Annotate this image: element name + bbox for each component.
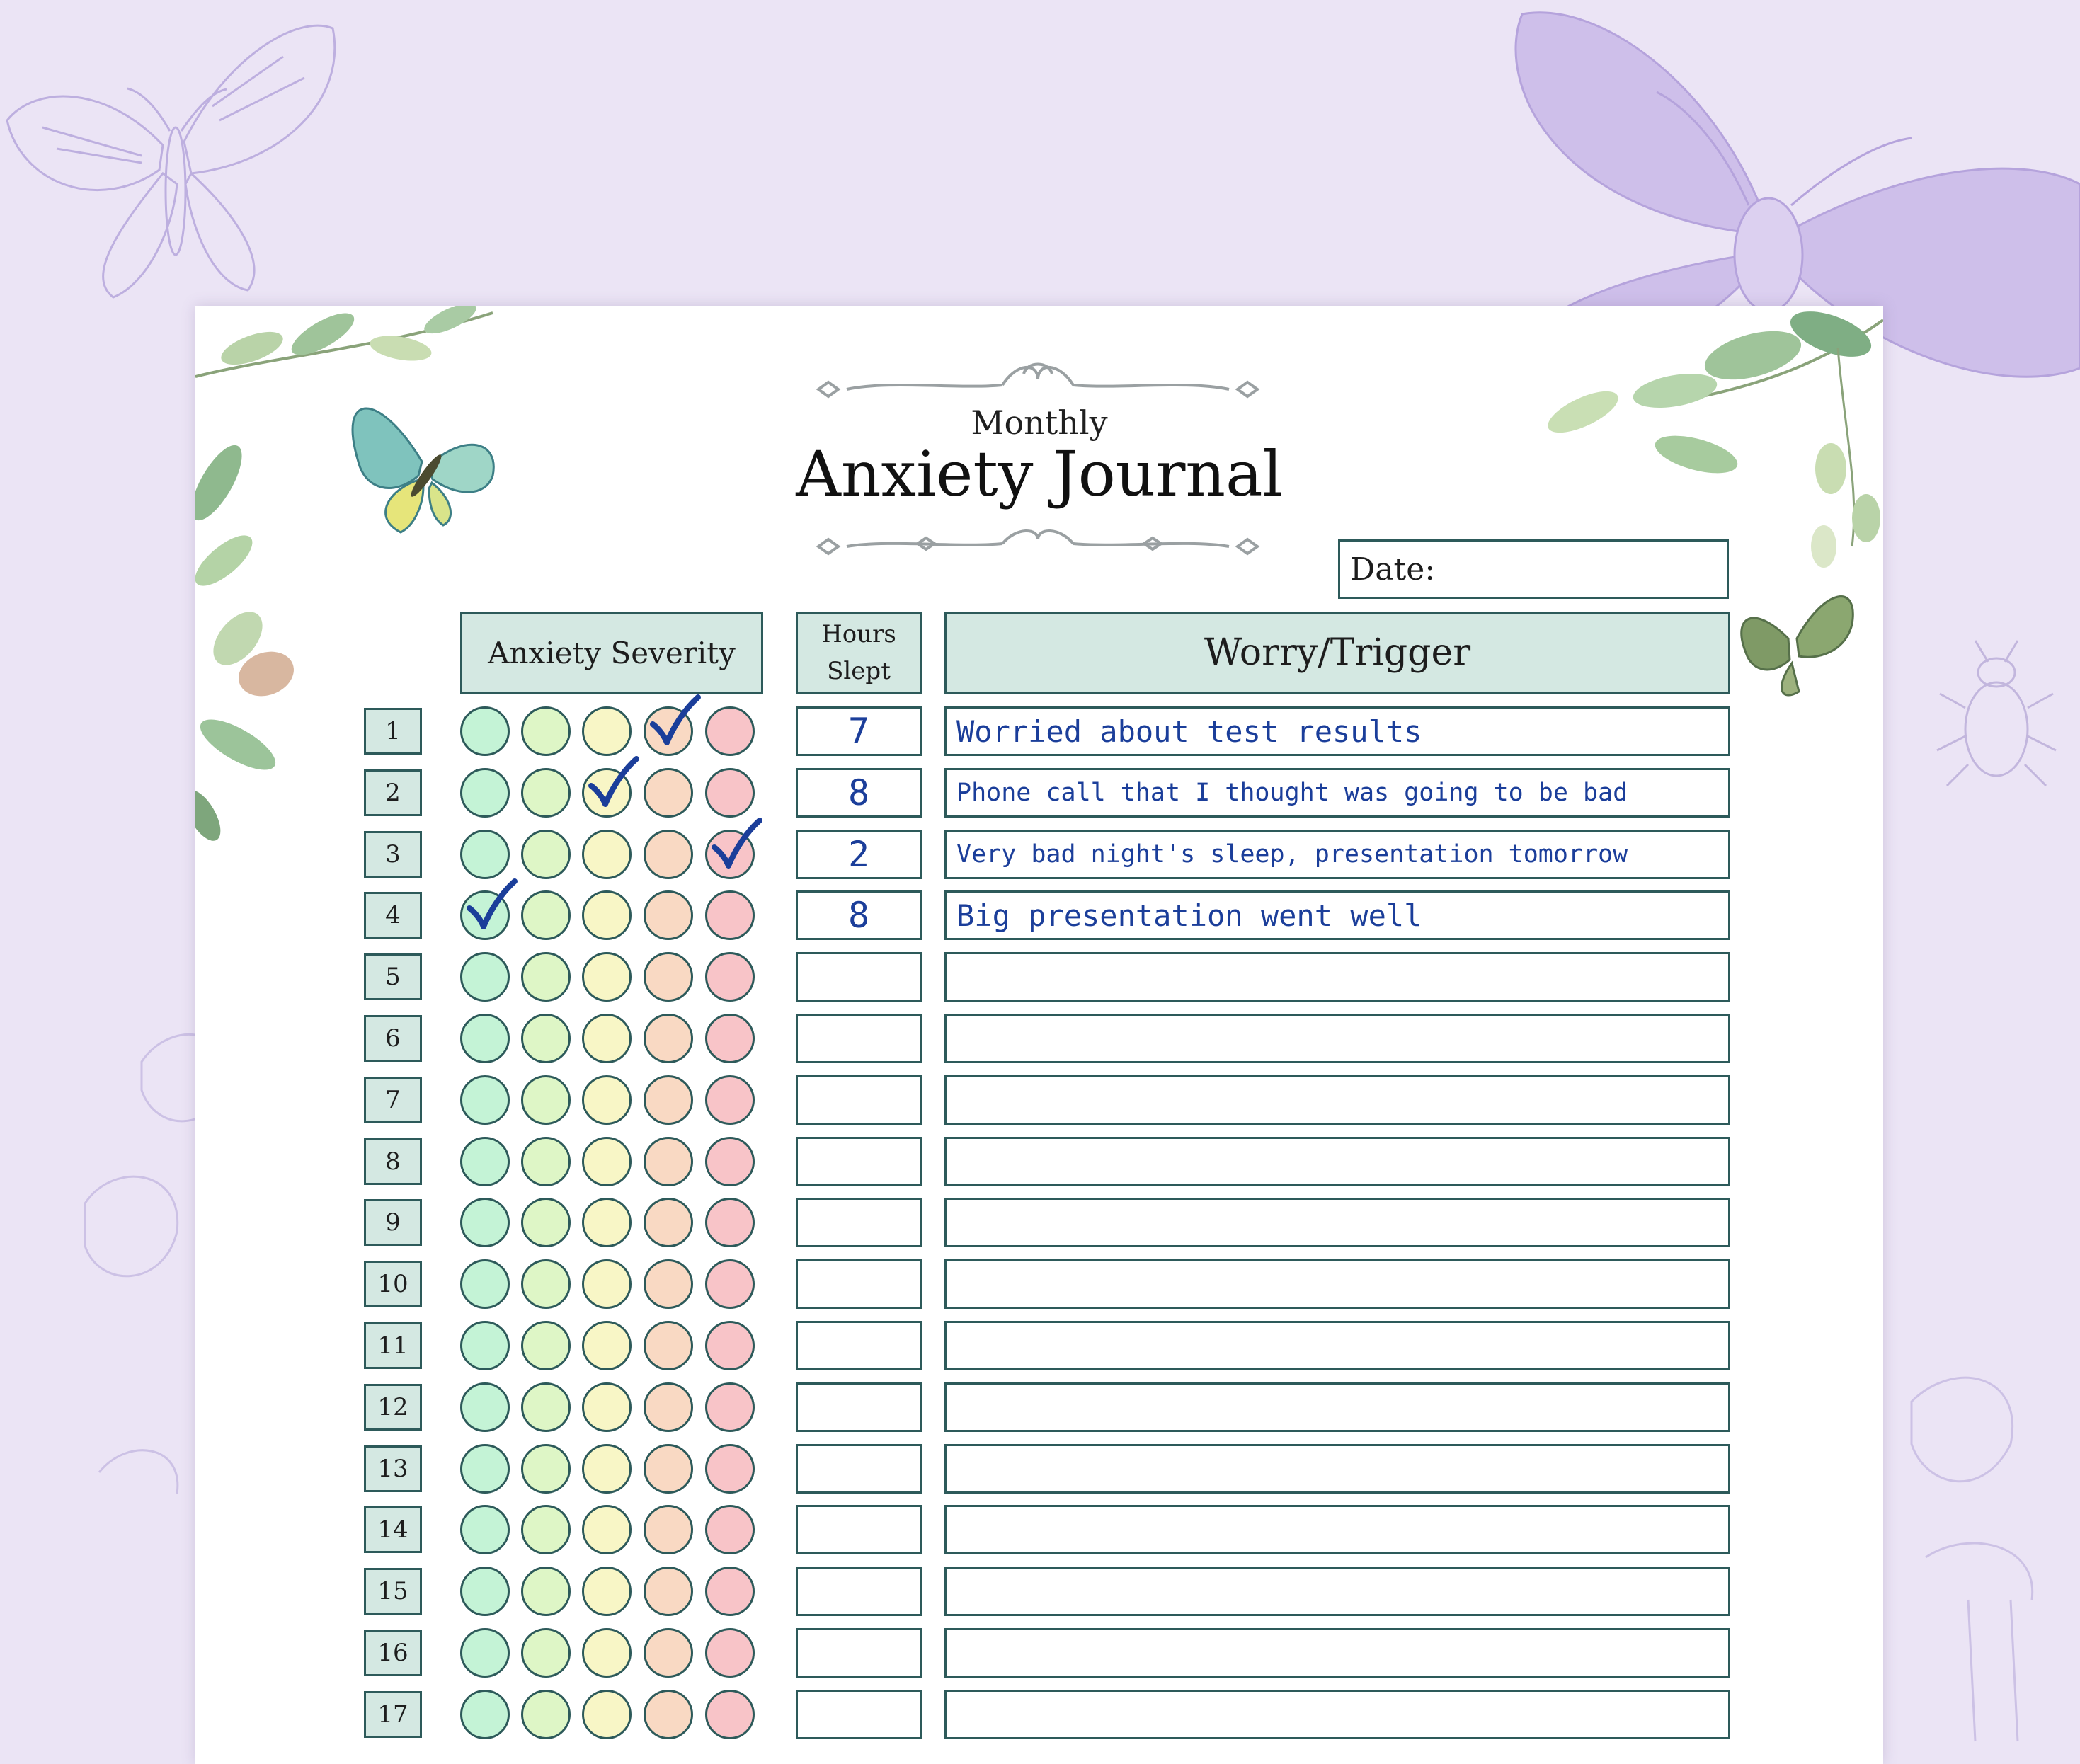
severity-level-1-checkbox[interactable] bbox=[460, 1690, 510, 1739]
severity-level-5-checkbox[interactable] bbox=[705, 1014, 755, 1063]
severity-level-3-checkbox[interactable] bbox=[582, 1628, 632, 1678]
severity-level-1-checkbox[interactable] bbox=[460, 1198, 510, 1247]
severity-level-2-checkbox[interactable] bbox=[521, 1628, 571, 1678]
hours-slept-field[interactable] bbox=[796, 1198, 922, 1247]
table-row bbox=[195, 1567, 1883, 1616]
severity-level-2-checkbox[interactable] bbox=[521, 830, 571, 879]
severity-level-2-checkbox[interactable] bbox=[521, 890, 571, 940]
hours-slept-field[interactable] bbox=[796, 1259, 922, 1309]
hours-slept-field[interactable]: 8 bbox=[796, 768, 922, 818]
severity-level-4-checkbox[interactable] bbox=[644, 1075, 693, 1125]
worry-trigger-field[interactable] bbox=[944, 1628, 1730, 1678]
page-title: Anxiety Journal bbox=[796, 437, 1283, 510]
severity-level-2-checkbox[interactable] bbox=[521, 1382, 571, 1432]
severity-level-5-checkbox[interactable] bbox=[705, 1321, 755, 1370]
table-row bbox=[195, 1321, 1883, 1370]
worry-trigger-field[interactable] bbox=[944, 1014, 1730, 1063]
severity-level-1-checkbox[interactable] bbox=[460, 1444, 510, 1494]
severity-level-4-checkbox[interactable] bbox=[644, 1382, 693, 1432]
day-number: 10 bbox=[364, 1261, 422, 1307]
day-number: 3 bbox=[364, 831, 422, 878]
severity-level-4-checkbox[interactable] bbox=[644, 1198, 693, 1247]
worry-trigger-field[interactable] bbox=[944, 1137, 1730, 1186]
day-number: 12 bbox=[364, 1384, 422, 1431]
severity-level-1-checkbox[interactable] bbox=[460, 1382, 510, 1432]
severity-level-5-checkbox[interactable] bbox=[705, 1690, 755, 1739]
table-row bbox=[195, 830, 1883, 879]
severity-level-4-checkbox[interactable] bbox=[644, 1690, 693, 1739]
severity-level-3-checkbox[interactable] bbox=[582, 890, 632, 940]
severity-level-5-checkbox[interactable] bbox=[705, 1628, 755, 1678]
severity-level-4-checkbox[interactable] bbox=[644, 1014, 693, 1063]
header-worry-trigger: Worry/Trigger bbox=[944, 612, 1730, 694]
severity-level-5-checkbox[interactable] bbox=[705, 890, 755, 940]
table-row bbox=[195, 1505, 1883, 1554]
severity-level-2-checkbox[interactable] bbox=[521, 1444, 571, 1494]
severity-level-4-checkbox[interactable] bbox=[644, 952, 693, 1002]
severity-level-2-checkbox[interactable] bbox=[521, 1259, 571, 1309]
severity-level-5-checkbox[interactable] bbox=[705, 952, 755, 1002]
severity-level-2-checkbox[interactable] bbox=[521, 952, 571, 1002]
hours-slept-field[interactable]: 7 bbox=[796, 706, 922, 756]
day-number: 2 bbox=[364, 769, 422, 816]
worry-trigger-field[interactable]: Phone call that I thought was going to be bad bbox=[944, 768, 1730, 818]
worry-trigger-field[interactable] bbox=[944, 1567, 1730, 1616]
worry-trigger-field[interactable] bbox=[944, 1259, 1730, 1309]
day-number: 9 bbox=[364, 1199, 422, 1246]
worry-trigger-field[interactable] bbox=[944, 1690, 1730, 1739]
severity-level-4-checkbox[interactable] bbox=[644, 1444, 693, 1494]
table-row bbox=[195, 1259, 1883, 1309]
day-number: 6 bbox=[364, 1015, 422, 1062]
moth-icon bbox=[7, 25, 335, 297]
hours-slept-field[interactable] bbox=[796, 1382, 922, 1432]
header-hours-line2: Slept bbox=[827, 657, 891, 685]
severity-level-3-checkbox[interactable] bbox=[582, 1567, 632, 1616]
day-number: 13 bbox=[364, 1445, 422, 1492]
worry-trigger-field[interactable] bbox=[944, 1382, 1730, 1432]
day-number: 7 bbox=[364, 1077, 422, 1123]
severity-level-1-checkbox[interactable] bbox=[460, 1628, 510, 1678]
table-row bbox=[195, 768, 1883, 818]
severity-level-4-checkbox[interactable] bbox=[644, 1505, 693, 1554]
severity-level-1-checkbox[interactable] bbox=[460, 830, 510, 879]
hours-slept-field[interactable] bbox=[796, 1014, 922, 1063]
header-hours-slept bbox=[796, 612, 922, 694]
butterfly-icon bbox=[1742, 597, 1853, 695]
hours-slept-field[interactable] bbox=[796, 1628, 922, 1678]
severity-level-4-checkbox[interactable] bbox=[644, 890, 693, 940]
severity-level-5-checkbox[interactable] bbox=[705, 1198, 755, 1247]
table-row bbox=[195, 952, 1883, 1002]
severity-level-2-checkbox[interactable] bbox=[521, 768, 571, 818]
journal-sheet bbox=[195, 306, 1883, 1764]
table-row bbox=[195, 1628, 1883, 1678]
severity-level-3-checkbox[interactable] bbox=[582, 768, 632, 818]
severity-level-1-checkbox[interactable] bbox=[460, 1137, 510, 1186]
severity-level-4-checkbox[interactable] bbox=[644, 768, 693, 818]
severity-level-2-checkbox[interactable] bbox=[521, 1198, 571, 1247]
severity-level-5-checkbox[interactable] bbox=[705, 768, 755, 818]
hours-slept-field[interactable] bbox=[796, 952, 922, 1002]
table-row bbox=[195, 1014, 1883, 1063]
table-row bbox=[195, 1198, 1883, 1247]
severity-level-1-checkbox[interactable] bbox=[460, 1259, 510, 1309]
severity-level-4-checkbox[interactable] bbox=[644, 1628, 693, 1678]
worry-trigger-field[interactable]: Big presentation went well bbox=[944, 890, 1730, 940]
severity-level-2-checkbox[interactable] bbox=[521, 1137, 571, 1186]
hours-slept-field[interactable] bbox=[796, 1567, 922, 1616]
severity-level-5-checkbox[interactable] bbox=[705, 830, 755, 879]
worry-trigger-field[interactable] bbox=[944, 1444, 1730, 1494]
beetle-icon bbox=[1937, 641, 2056, 786]
severity-level-2-checkbox[interactable] bbox=[521, 1075, 571, 1125]
table-row bbox=[195, 1444, 1883, 1494]
worry-trigger-field[interactable]: Worried about test results bbox=[944, 706, 1730, 756]
severity-level-5-checkbox[interactable] bbox=[705, 1137, 755, 1186]
worry-trigger-field[interactable] bbox=[944, 952, 1730, 1002]
severity-level-3-checkbox[interactable] bbox=[582, 1198, 632, 1247]
severity-level-3-checkbox[interactable] bbox=[582, 1014, 632, 1063]
severity-level-1-checkbox[interactable] bbox=[460, 706, 510, 756]
severity-level-3-checkbox[interactable] bbox=[582, 1137, 632, 1186]
hours-slept-field[interactable] bbox=[796, 1075, 922, 1125]
severity-level-3-checkbox[interactable] bbox=[582, 1382, 632, 1432]
hours-slept-field[interactable] bbox=[796, 1505, 922, 1554]
severity-level-1-checkbox[interactable] bbox=[460, 1321, 510, 1370]
check-icon bbox=[710, 816, 762, 871]
day-number: 15 bbox=[364, 1568, 422, 1615]
table-row bbox=[195, 1690, 1883, 1739]
severity-level-4-checkbox[interactable] bbox=[644, 706, 693, 756]
severity-level-2-checkbox[interactable] bbox=[521, 1690, 571, 1739]
day-number: 1 bbox=[364, 708, 422, 755]
severity-level-5-checkbox[interactable] bbox=[705, 1505, 755, 1554]
day-number: 5 bbox=[364, 953, 422, 1000]
severity-level-2-checkbox[interactable] bbox=[521, 1567, 571, 1616]
worry-trigger-field[interactable] bbox=[944, 1505, 1730, 1554]
header-hours-line1: Hours bbox=[821, 620, 896, 648]
table-row bbox=[195, 706, 1883, 756]
severity-level-3-checkbox[interactable] bbox=[582, 830, 632, 879]
table-row bbox=[195, 1382, 1883, 1432]
severity-level-1-checkbox[interactable] bbox=[460, 768, 510, 818]
hours-slept-field[interactable] bbox=[796, 1137, 922, 1186]
day-number: 8 bbox=[364, 1138, 422, 1185]
severity-level-5-checkbox[interactable] bbox=[705, 1259, 755, 1309]
severity-level-5-checkbox[interactable] bbox=[705, 706, 755, 756]
hours-slept-field[interactable]: 8 bbox=[796, 890, 922, 940]
date-label: Date: bbox=[1350, 551, 1436, 588]
severity-level-4-checkbox[interactable] bbox=[644, 1321, 693, 1370]
severity-level-3-checkbox[interactable] bbox=[582, 1259, 632, 1309]
severity-level-3-checkbox[interactable] bbox=[582, 1444, 632, 1494]
severity-level-5-checkbox[interactable] bbox=[705, 1382, 755, 1432]
day-number: 4 bbox=[364, 892, 422, 939]
severity-level-3-checkbox[interactable] bbox=[582, 1075, 632, 1125]
header-anxiety-severity: Anxiety Severity bbox=[460, 612, 763, 694]
severity-level-1-checkbox[interactable] bbox=[460, 1014, 510, 1063]
day-number: 11 bbox=[364, 1322, 422, 1369]
severity-level-4-checkbox[interactable] bbox=[644, 1567, 693, 1616]
worry-trigger-field[interactable] bbox=[944, 1198, 1730, 1247]
severity-level-5-checkbox[interactable] bbox=[705, 1567, 755, 1616]
severity-level-2-checkbox[interactable] bbox=[521, 1321, 571, 1370]
severity-level-1-checkbox[interactable] bbox=[460, 1075, 510, 1125]
date-field[interactable] bbox=[1338, 539, 1729, 599]
check-icon bbox=[587, 755, 639, 810]
severity-level-3-checkbox[interactable] bbox=[582, 1505, 632, 1554]
day-number: 16 bbox=[364, 1630, 422, 1676]
severity-level-3-checkbox[interactable] bbox=[582, 952, 632, 1002]
worry-trigger-field[interactable] bbox=[944, 1075, 1730, 1125]
hours-slept-field[interactable] bbox=[796, 1690, 922, 1739]
table-row bbox=[195, 1137, 1883, 1186]
severity-level-4-checkbox[interactable] bbox=[644, 1137, 693, 1186]
severity-level-3-checkbox[interactable] bbox=[582, 1690, 632, 1739]
leaf-branch-icon bbox=[195, 306, 493, 847]
severity-level-4-checkbox[interactable] bbox=[644, 830, 693, 879]
worry-trigger-field[interactable]: Very bad night's sleep, presentation tomorrow bbox=[944, 830, 1730, 879]
severity-level-2-checkbox[interactable] bbox=[521, 1505, 571, 1554]
hours-slept-field[interactable]: 2 bbox=[796, 830, 922, 879]
severity-level-4-checkbox[interactable] bbox=[644, 1259, 693, 1309]
title-monthly: Monthly bbox=[971, 403, 1108, 442]
severity-level-3-checkbox[interactable] bbox=[582, 1321, 632, 1370]
table-row bbox=[195, 1075, 1883, 1125]
day-number: 17 bbox=[364, 1691, 422, 1738]
check-icon bbox=[648, 693, 701, 748]
severity-level-5-checkbox[interactable] bbox=[705, 1444, 755, 1494]
day-number: 14 bbox=[364, 1506, 422, 1553]
hours-slept-field[interactable] bbox=[796, 1444, 922, 1494]
table-row bbox=[195, 890, 1883, 940]
hours-slept-field[interactable] bbox=[796, 1321, 922, 1370]
severity-level-3-checkbox[interactable] bbox=[582, 706, 632, 756]
severity-level-1-checkbox[interactable] bbox=[460, 890, 510, 940]
severity-level-2-checkbox[interactable] bbox=[521, 1014, 571, 1063]
severity-level-2-checkbox[interactable] bbox=[521, 706, 571, 756]
severity-level-1-checkbox[interactable] bbox=[460, 1505, 510, 1554]
severity-level-5-checkbox[interactable] bbox=[705, 1075, 755, 1125]
severity-level-1-checkbox[interactable] bbox=[460, 952, 510, 1002]
severity-level-1-checkbox[interactable] bbox=[460, 1567, 510, 1616]
worry-trigger-field[interactable] bbox=[944, 1321, 1730, 1370]
check-icon bbox=[465, 877, 518, 932]
